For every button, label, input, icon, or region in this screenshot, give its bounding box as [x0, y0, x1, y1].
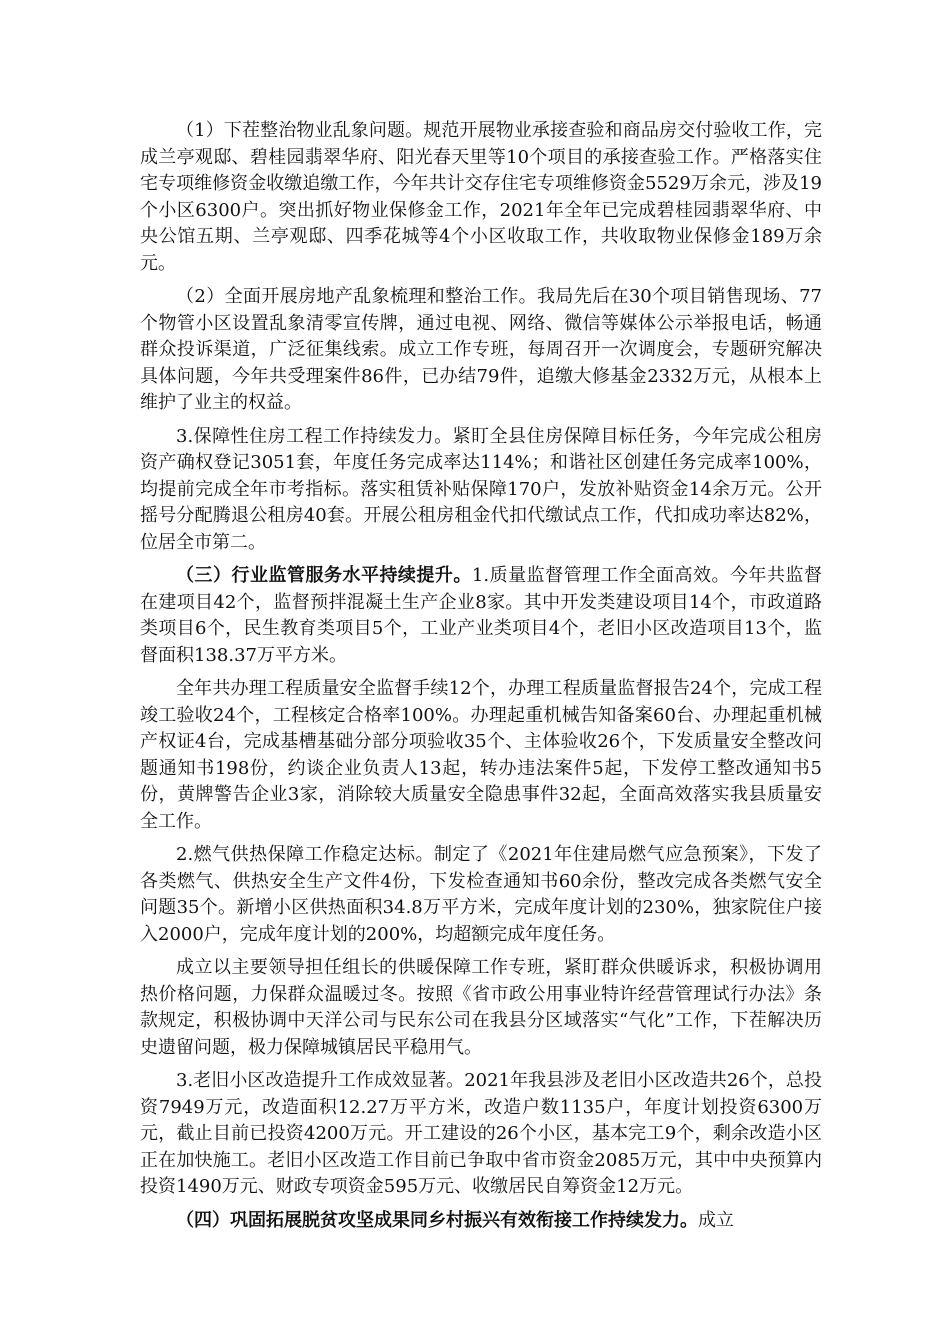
- paragraph-9: [140, 1208, 822, 1235]
- paragraph-6: [140, 842, 822, 948]
- paragraph-text: （2）全面开展房地产乱象梳理和整治工作。我局先后在30个项目销售现场、77个物管小区设置乱象清零宣传牌，通过电视、网络、微信等媒体公示举报电话，畅通群众投诉渠道，广泛征集线索。成立工作专班，每周召开一次调度会，专题研究解决具体问题，今年共受理案件86件，已办结79件，追缴大修基金2332万元，从根本上维护了业主的权益。: [140, 286, 822, 413]
- paragraph-text: 3.保障性住房工程工作持续发力。紧盯全县住房保障目标任务，今年完成公租房资产确权登记3051套，年度任务完成率达114%；和谐社区创建任务完成率100%，均提前完成全年市考指标。落实租赁补贴保障170户，发放补贴资金14余万元。公开摇号分配腾退公租房40套。开展公租房租金代扣代缴试点工作，代扣成功率达82%，位居全市第二。: [140, 425, 822, 553]
- paragraph-text: 3.老旧小区改造提升工作成效显著。2021年我县涉及老旧小区改造共26个，总投资7949万元，改造面积12.27万平方米，改造户数1135户，年度计划投资6300万元，截止目前已投资4200万元。开工建设的26个小区，基本完工9个，剩余改造小区正在加快施工。老旧小区改造工作目前已争取中省市资金2085万元，其中中央预算内投资1490万元、财政专项资金595万元、收缴居民自筹资金12万元。: [140, 1070, 822, 1197]
- paragraph-text: 1.质量监督管理工作全面高效。今年共监督在建项目42个，监督预拌混凝土生产企业8家。其中开发类建设项目14个，市政道路类项目6个，民生教育类项目5个，工业产业类项目4个，老旧小区改造项目13个，监督面积138.37万平方米。: [140, 565, 822, 666]
- paragraph-text: 成立: [698, 1209, 734, 1231]
- paragraph-8: [140, 1068, 822, 1201]
- paragraph-text: （1）下茬整治物业乱象问题。规范开展物业承接查验和商品房交付验收工作，完成兰亭观邸、碧桂园翡翠华府、阳光春天里等10个项目的承接查验工作。严格落实住宅专项维修资金收缴追缴工作，今年共计交存住宅专项维修资金5529万余元，涉及19个小区6300户。突出抓好物业保修金工作，2021年全年已完成碧桂园翡翠华府、中央公馆五期、兰亭观邸、四季花城等4个小区收取工作，共收取物业保修金189万余元。: [140, 120, 822, 274]
- paragraph-5: [140, 676, 822, 835]
- section-heading-3: （三）行业监管服务水平持续提升。: [176, 565, 472, 586]
- paragraph-7: [140, 955, 822, 1061]
- paragraph-text: 2.燃气供热保障工作稳定达标。制定了《2021年住建局燃气应急预案》，下发了各类燃气、供热安全生产文件4份，下发检查通知书60余份，整改完成各类燃气安全问题35个。新增小区供热面积34.8万平方米，完成年度计划的230%，独家院住户接入2000户，完成年度计划的200%，均超额完成年度任务。: [140, 844, 822, 945]
- section-heading-4: （四）巩固拓展脱贫攻坚成果同乡村振兴有效衔接工作持续发力。: [176, 1209, 698, 1231]
- paragraph-4: [140, 563, 822, 669]
- paragraph-2: [140, 284, 822, 417]
- paragraph-text: 全年共办理工程质量安全监督手续12个，办理工程质量监督报告24个，完成工程竣工验收24个，工程核定合格率100%。办理起重机械告知备案60台、办理起重机械产权证4台，完成基槽基础分部分项验收35个、主体验收26个，下发质量安全整改问题通知书198份，约谈企业负责人13起，转办违法案件5起，下发停工整改通知书5份，黄牌警告企业3家，消除较大质量安全隐患事件32起，全面高效落实我县质量安全工作。: [140, 678, 822, 832]
- paragraph-1: [140, 118, 822, 277]
- paragraph-3: [140, 424, 822, 557]
- document-body: [140, 118, 822, 1234]
- paragraph-text: 成立以主要领导担任组长的供暖保障工作专班，紧盯群众供暖诉求，积极协调用热价格问题，力保群众温暖过冬。按照《省市政公用事业特许经营管理试行办法》条款规定，积极协调中天洋公司与民东公司在我县分区域落实“气化”工作，下茬解决历史遗留问题，极力保障城镇居民平稳用气。: [140, 957, 822, 1058]
